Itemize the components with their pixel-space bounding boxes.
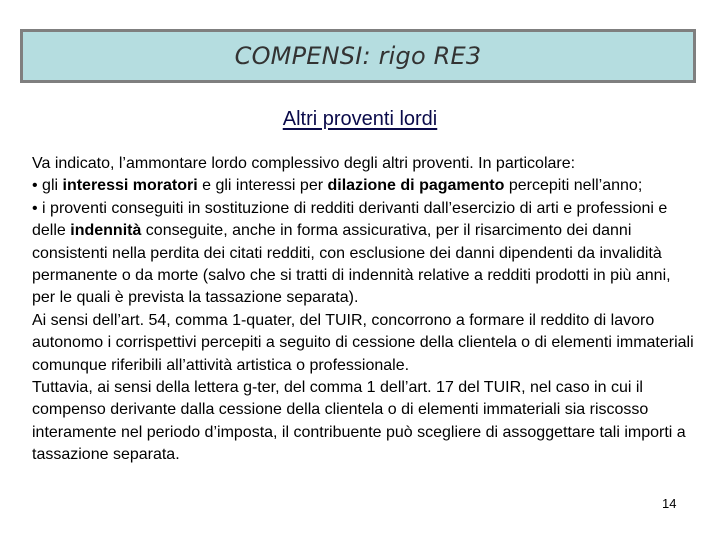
title-banner xyxy=(20,29,696,83)
bold-dilazione-pagamento: dilazione di pagamento xyxy=(327,177,505,195)
bullet-proventi-suffix: conseguite, anche in forma assicurativa, per il risarcimento dei danni consistenti nella perdita dei citati redditi, con esclusione dei danni dipendenti da invalidità permanente o da morte (salvo che si tratti di indennità relative a redditi prodotti in più anni, per le quali è prevista la tassazione separata). xyxy=(32,222,671,307)
bullet-interessi-middle: e gli interessi per xyxy=(197,177,328,195)
bullet-proventi xyxy=(32,198,694,310)
bullet-interessi-suffix: percepiti nell’anno; xyxy=(504,177,643,195)
slide-body xyxy=(32,153,694,467)
paragraph-art-54: Ai sensi dell’art. 54, comma 1-quater, del TUIR, concorrono a formare il reddito di lavoro autonomo i corrispettivi percepiti a seguito di cessione della clientela o di elementi immateriali comunque riferibili all’attività artistica o professionale. xyxy=(32,311,694,374)
page-number: 14 xyxy=(662,496,677,511)
intro-paragraph: Va indicato, l’ammontare lordo complessivo degli altri proventi. In particolare: xyxy=(32,155,576,172)
bullet-interessi-prefix: • gli xyxy=(32,177,63,195)
bold-interessi-moratori: interessi moratori xyxy=(62,177,198,195)
bullet-interessi xyxy=(32,175,694,197)
slide-title: COMPENSI: rigo RE3 xyxy=(234,42,482,70)
bold-indennita: indennità xyxy=(70,222,142,240)
paragraph-tuttavia: Tuttavia, ai sensi della lettera g-ter, del comma 1 dell’art. 17 del TUIR, nel caso in cui il compenso derivante dalla cessione della clientela o di elementi immateriali sia riscosso interamente nel periodo d’imposta, il contribuente può scegliere di assoggettare tali importi a tassazione separata. xyxy=(32,379,686,464)
slide-subtitle: Altri proventi lordi xyxy=(282,108,438,130)
bullet-proventi-prefix: • i proventi conseguiti in sostituzione di redditi derivanti dall’esercizio di arti e professioni e delle xyxy=(32,199,668,240)
